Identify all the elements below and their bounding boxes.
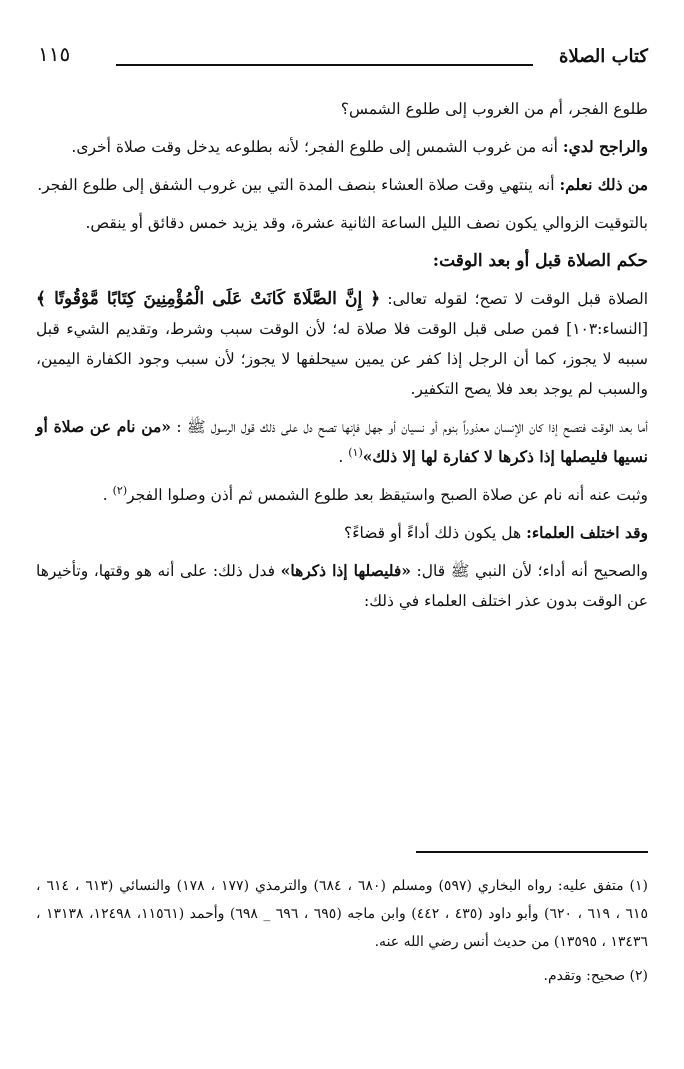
footnote-rule <box>416 851 648 853</box>
paragraph-text: أنه من غروب الشمس إلى طلوع الفجر؛ لأنه بطلوعه يدخل وقت صلاة أخرى. <box>71 138 563 156</box>
page-header <box>38 40 648 74</box>
paragraph-text: . <box>102 486 113 504</box>
paragraph-text: أما بعد الوقت فتصح إذا كان الإنسان معذوراً بنوم أو نسيان أو جهل فإنها تصح دل على ذلك قول الرسول ﷺ : <box>171 418 648 436</box>
footnote: (١) متفق عليه: رواه البخاري (٥٩٧) ومسلم (٦٨٠ ، ٦٨٤) والترمذي (١٧٧ ، ١٧٨) والنسائي (٦١٣ ، ٦١٤ ، ٦١٥ ، ٦١٩ ، ٦٢٠) وأبو داود (٤٣٥ ، ٤٤٢) وابن ماجه (٦٩٥ ، ٦٩٦ _ ٦٩٨) وأحمد (١١٥٦١، ١٢٤٩٨، ١٣١٣٨ ، ١٣٤٣٦ ، ١٣٥٩٥) من حديث أنس رضي الله عنه. <box>36 878 649 950</box>
paragraph-text: بالتوقيت الزوالي يكون نصف الليل الساعة الثانية عشرة، وقد يزيد خمس دقائق أو ينقص. <box>85 214 648 232</box>
paragraph-text: . <box>338 448 349 466</box>
footnote: (٢) صحيح: وتقدم. <box>543 968 648 984</box>
footnote-ref[interactable]: (١) <box>348 445 363 459</box>
footnotes <box>36 872 648 996</box>
paragraph <box>36 556 648 616</box>
quran-verse: ﴿ إِنَّ الصَّلَاةَ كَانَتْ عَلَى الْمُؤْمِنِينَ كِتَابًا مَّوْقُوتًا ﴾ <box>36 289 381 309</box>
paragraph-text: فدل ذلك: على أنه هو وقتها، وتأخيرها عن الوقت بدون عذر اختلف العلماء في ذلك: <box>36 562 648 610</box>
paragraph-lead: وقد اختلف العلماء: <box>526 523 648 542</box>
section-heading: حكم الصلاة قبل أو بعد الوقت: <box>432 251 648 271</box>
paragraph <box>36 480 648 510</box>
paragraph <box>36 132 648 162</box>
header-rule <box>116 64 533 66</box>
paragraph-text: أنه ينتهي وقت صلاة العشاء بنصف المدة التي بين غروب الشفق إلى طلوع الفجر. <box>37 176 560 194</box>
paragraph-text: هل يكون ذلك أداءً أو قضاءً؟ <box>343 524 527 542</box>
paragraph-text: طلوع الفجر، أم من الغروب إلى طلوع الشمس؟ <box>340 100 648 118</box>
paragraph <box>36 412 648 472</box>
page-number: ١١٥ <box>38 42 71 66</box>
paragraph <box>36 208 648 238</box>
paragraph <box>36 170 648 200</box>
paragraph-text: وثبت عنه أنه نام عن صلاة الصبح واستيقظ بعد طلوع الشمس ثم أذن وصلوا الفجر <box>127 486 648 504</box>
footnote-ref[interactable]: (٢) <box>112 483 128 497</box>
book-title: كتاب الصلاة <box>559 46 648 67</box>
paragraph-text: [النساء:١٠٣] فمن صلى قبل الوقت فلا صلاة له؛ لأن الوقت سبب وشرط، وتقديم الشيء قبل سببه لا يجوز، كما أن الرجل إذا كفر عن يمين سيحلفها لا يجوز؛ لأن سبب وجود الكفارة اليمين، والسبب لم يوجد بعد فلا يصح التكفير. <box>36 320 648 398</box>
paragraph-text: والصحيح أنه أداء؛ لأن النبي ﷺ قال: <box>410 562 648 580</box>
paragraph-text: الصلاة قبل الوقت لا تصح؛ لقوله تعالى: <box>380 290 648 308</box>
hadith-quote: «من نام عن صلاة أو نسيها فليصلها إذا ذكرها لا كفارة لها إلا ذلك» <box>36 417 648 466</box>
paragraph <box>36 94 648 124</box>
paragraph-lead: والراجح لدي: <box>562 137 648 156</box>
paragraph <box>36 518 648 548</box>
paragraph <box>36 284 648 404</box>
paragraph-lead: من ذلك نعلم: <box>559 175 648 194</box>
main-text <box>36 94 648 624</box>
hadith-quote: «فليصلها إذا ذكرها» <box>280 561 411 580</box>
